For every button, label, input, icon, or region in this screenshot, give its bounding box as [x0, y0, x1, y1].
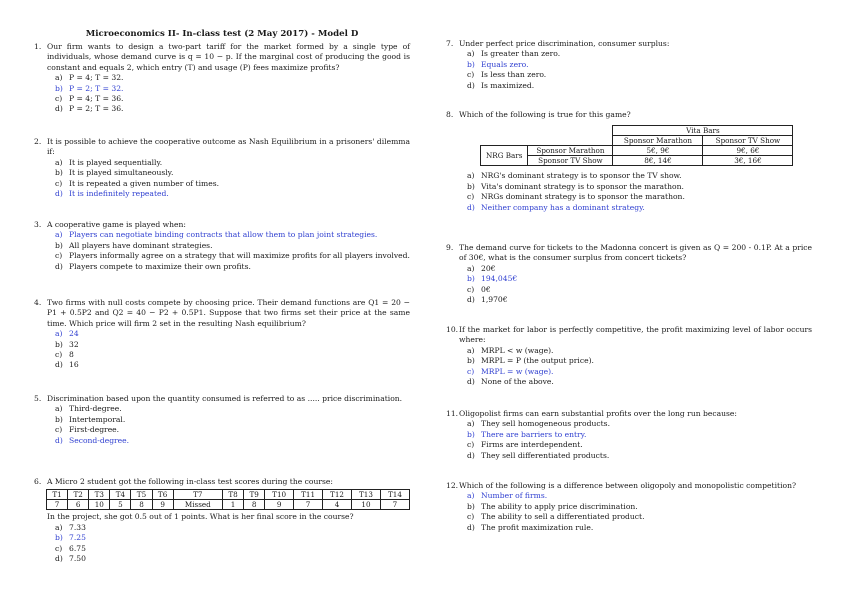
option-label: b)	[467, 501, 475, 511]
option-b	[467, 356, 812, 366]
question-text: The demand curve for tickets to the Madonna concert is given as Q = 200 - 0.1P. At a price of 30€, what is the consumer surplus from concert tickets?	[459, 243, 812, 263]
question-3	[34, 220, 410, 272]
option-text: 194,045€	[481, 274, 518, 284]
payoff-row	[481, 156, 793, 166]
option-d	[467, 451, 812, 461]
option-d	[55, 554, 410, 564]
option-label: a)	[467, 491, 475, 501]
option-b	[55, 340, 410, 350]
option-d-correct	[55, 436, 410, 446]
option-label: a)	[55, 73, 63, 83]
question-7	[446, 39, 812, 91]
option-label: b)	[55, 83, 63, 93]
option-d	[55, 104, 410, 114]
question-text: Discrimination based upon the quantity consumed is referred to as ..... price discrimination.	[47, 394, 403, 403]
question-1	[34, 42, 410, 115]
question-4	[34, 298, 410, 371]
option-text: The ability to sell a differentiated product.	[481, 512, 645, 522]
payoff-cell: 9€, 6€	[703, 146, 793, 156]
question-text: Our firm wants to design a two-part tariff for the market formed by a single type of individuals, whose demand curve is q = 10 − p. If the marginal cost of producing the good is constant and equals 2, which entry (T) and usage (P) fees maximize profits?	[47, 42, 410, 72]
payoff-header-row	[481, 126, 793, 136]
payoff-cell: 5€, 9€	[613, 146, 703, 156]
table-cell: T14	[380, 490, 409, 500]
option-c	[55, 350, 410, 360]
question-12	[446, 481, 812, 533]
question-11	[446, 409, 812, 461]
payoff-cell: 8€, 14€	[613, 156, 703, 166]
question-number: 10.	[446, 325, 459, 334]
option-label: d)	[467, 295, 475, 305]
table-cell: 7	[47, 500, 68, 510]
option-text: Players can negotiate binding contracts that allow them to plan joint strategies.	[69, 230, 378, 240]
option-d	[467, 295, 812, 305]
option-label: d)	[55, 554, 63, 564]
option-text: MRPL = w (wage).	[481, 366, 554, 376]
question-text: Two firms with null costs compete by choosing price. Their demand functions are Q1 = 20 − P1 + 0.5P2 and Q2 = 40 − P2 + 0.5P1. Suppose that two firms set their price at the same time. Which price will firm 2 set in the resulting Nash equilibrium?	[47, 298, 410, 328]
question-number: 6.	[34, 477, 42, 486]
question-text: A Micro 2 student got the following in-class test scores during the course:	[47, 477, 333, 486]
option-b-correct	[467, 274, 812, 284]
option-text: Players informally agree on a strategy that will maximize profits for all players involved.	[69, 251, 410, 261]
column-strategy: Sponsor Marathon	[613, 136, 703, 146]
table-cell: T6	[152, 490, 173, 500]
option-label: c)	[467, 440, 475, 450]
option-d	[55, 360, 410, 370]
question-followup: In the project, she got 0.5 out of 1 points. What is her final score in the course?	[47, 512, 354, 522]
page-title: Microeconomics II- In-class test (2 May 2017) - Model D	[85, 29, 359, 39]
option-a	[55, 158, 410, 168]
option-a	[55, 523, 410, 533]
option-text: It is repeated a given number of times.	[69, 178, 220, 188]
option-label: b)	[467, 59, 475, 69]
question-number: 5.	[34, 394, 42, 403]
option-label: c)	[467, 512, 475, 522]
option-text: 24	[69, 329, 79, 339]
row-player-label: NRG Bars	[481, 146, 528, 166]
option-text: Number of firms.	[481, 491, 548, 501]
option-text: NRGs dominant strategy is to sponsor the marathon.	[481, 192, 685, 202]
option-c	[55, 94, 410, 104]
option-label: d)	[55, 104, 63, 114]
option-a-correct	[467, 491, 812, 501]
option-text: Vita's dominant strategy is to sponsor the marathon.	[481, 181, 684, 191]
question-number: 7.	[446, 39, 454, 48]
empty-cell	[481, 136, 528, 146]
option-text: 7.50	[69, 554, 86, 564]
option-text: Is greater than zero.	[481, 49, 561, 59]
option-label: b)	[55, 168, 63, 178]
table-cell: 8	[131, 500, 152, 510]
question-number: 2.	[34, 137, 42, 146]
option-text: Firms are interdependent.	[481, 440, 583, 450]
option-text: The profit maximization rule.	[481, 522, 594, 532]
table-cell: T1	[47, 490, 68, 500]
row-strategy: Sponsor TV Show	[528, 156, 613, 166]
option-text: Intertemporal.	[69, 414, 126, 424]
option-b	[467, 502, 812, 512]
option-c-correct	[467, 367, 812, 377]
option-d	[467, 377, 812, 387]
table-cell: T4	[110, 490, 131, 500]
option-label: b)	[467, 429, 475, 439]
option-b-correct	[467, 430, 812, 440]
question-number: 11.	[446, 409, 459, 418]
option-text: MRPL = P (the output price).	[481, 356, 594, 366]
option-label: b)	[467, 274, 475, 284]
option-label: b)	[467, 181, 475, 191]
question-number: 12.	[446, 481, 459, 490]
option-d	[467, 81, 812, 91]
option-text: It is played sequentially.	[69, 157, 163, 167]
option-label: b)	[55, 414, 63, 424]
table-cell: T12	[323, 490, 352, 500]
option-text: Is less than zero.	[481, 70, 547, 80]
option-b	[55, 168, 410, 178]
option-label: d)	[55, 261, 63, 271]
option-d	[55, 262, 410, 272]
option-label: d)	[467, 377, 475, 387]
option-d-correct	[55, 189, 410, 199]
option-label: b)	[55, 240, 63, 250]
payoff-row	[481, 146, 793, 156]
option-a	[467, 171, 812, 181]
payoff-table	[480, 125, 793, 166]
option-text: 7.33	[69, 522, 86, 532]
question-number: 1.	[34, 42, 42, 51]
payoff-strategy-row	[481, 136, 793, 146]
option-label: a)	[55, 157, 63, 167]
option-label: c)	[55, 251, 63, 261]
option-text: 7.25	[69, 533, 86, 543]
option-text: P = 4; T = 32.	[69, 73, 124, 83]
empty-cell	[528, 136, 613, 146]
scores-value-row	[47, 500, 410, 510]
option-text: There are barriers to entry.	[481, 429, 587, 439]
option-label: c)	[467, 70, 475, 80]
question-9	[446, 243, 812, 305]
option-label: c)	[467, 192, 475, 202]
table-cell: 1	[222, 500, 243, 510]
option-b-correct	[55, 533, 410, 543]
option-b	[467, 182, 812, 192]
option-a	[467, 49, 812, 59]
option-text: First-degree.	[69, 425, 120, 435]
table-cell: 7	[380, 500, 409, 510]
option-text: It is played simultaneously.	[69, 168, 174, 178]
option-label: d)	[55, 189, 63, 199]
option-text: Is maximized.	[481, 80, 535, 90]
option-label: b)	[55, 533, 63, 543]
option-label: d)	[467, 80, 475, 90]
option-a-correct	[55, 230, 410, 240]
question-text: Which of the following is a difference between oligopoly and monopolistic competition?	[459, 481, 797, 490]
question-text: Which of the following is true for this game?	[459, 110, 631, 119]
question-number: 3.	[34, 220, 42, 229]
option-c	[55, 425, 410, 435]
option-text: 6.75	[69, 543, 86, 553]
option-label: c)	[467, 366, 475, 376]
option-c	[55, 544, 410, 554]
option-a	[467, 419, 812, 429]
table-cell: T11	[294, 490, 323, 500]
option-label: a)	[55, 404, 63, 414]
payoff-cell: 3€, 16€	[703, 156, 793, 166]
option-text: 0€	[481, 284, 491, 294]
option-label: d)	[55, 435, 63, 445]
table-cell: 10	[352, 500, 381, 510]
column-player-label: Vita Bars	[613, 126, 793, 136]
option-b-correct	[55, 84, 410, 94]
question-5	[34, 394, 410, 446]
option-text: Neither company has a dominant strategy.	[481, 202, 645, 212]
option-c	[467, 285, 812, 295]
option-text: MRPL < w (wage).	[481, 345, 554, 355]
option-label: a)	[467, 345, 475, 355]
question-2	[34, 137, 410, 199]
question-text: If the market for labor is perfectly competitive, the profit maximizing level of labor occurs where:	[459, 325, 812, 345]
option-label: b)	[55, 339, 63, 349]
option-text: 20€	[481, 263, 496, 273]
option-a	[467, 264, 812, 274]
option-text: 1,970€	[481, 295, 508, 305]
option-label: d)	[467, 202, 475, 212]
option-b-correct	[467, 60, 812, 70]
question-6	[34, 477, 410, 564]
option-a	[467, 346, 812, 356]
option-c	[55, 251, 410, 261]
option-label: a)	[467, 263, 475, 273]
option-text: 16	[69, 360, 79, 370]
question-10	[446, 325, 812, 387]
table-cell: 5	[110, 500, 131, 510]
table-cell: 10	[89, 500, 110, 510]
scores-table	[46, 489, 410, 510]
option-text: It is indefinitely repeated.	[69, 189, 169, 199]
table-cell: 6	[68, 500, 89, 510]
table-cell: T2	[68, 490, 89, 500]
table-cell: T7	[173, 490, 222, 500]
option-text: They sell differentiated products.	[481, 450, 610, 460]
empty-cell	[481, 126, 528, 136]
empty-cell	[528, 126, 613, 136]
question-number: 8.	[446, 110, 454, 119]
option-text: Equals zero.	[481, 59, 529, 69]
question-text: A cooperative game is played when:	[47, 220, 186, 229]
option-label: d)	[55, 360, 63, 370]
option-text: P = 2; T = 32.	[69, 83, 124, 93]
option-a	[55, 73, 410, 83]
option-text: 8	[69, 350, 74, 360]
table-cell: Missed	[173, 500, 222, 510]
table-cell: T13	[352, 490, 381, 500]
option-label: a)	[467, 171, 475, 181]
option-label: d)	[467, 522, 475, 532]
option-text: NRG's dominant strategy is to sponsor the TV show.	[481, 171, 682, 181]
table-cell: 7	[294, 500, 323, 510]
option-b	[55, 415, 410, 425]
table-cell: T8	[222, 490, 243, 500]
option-c	[467, 440, 812, 450]
table-cell: 9	[152, 500, 173, 510]
option-label: a)	[467, 419, 475, 429]
option-c	[55, 179, 410, 189]
option-text: Players compete to maximize their own profits.	[69, 261, 251, 271]
option-text: 32	[69, 339, 79, 349]
option-text: All players have dominant strategies.	[69, 240, 213, 250]
option-text: None of the above.	[481, 377, 554, 387]
question-number: 9.	[446, 243, 454, 252]
question-text: Oligopolist firms can earn substantial profits over the long run because:	[459, 409, 737, 418]
option-label: a)	[55, 329, 63, 339]
table-cell: 9	[265, 500, 294, 510]
option-text: The ability to apply price discrimination.	[481, 501, 638, 511]
row-strategy: Sponsor Marathon	[528, 146, 613, 156]
option-d	[467, 523, 812, 533]
option-label: a)	[55, 230, 63, 240]
option-label: c)	[467, 284, 475, 294]
table-cell: T5	[131, 490, 152, 500]
option-text: They sell homogeneous products.	[481, 419, 610, 429]
option-label: c)	[55, 94, 63, 104]
option-label: b)	[467, 356, 475, 366]
option-b	[55, 241, 410, 251]
option-a	[55, 404, 410, 414]
question-text: It is possible to achieve the cooperative outcome as Nash Equilibrium in a prisoners' dilemma if:	[47, 137, 410, 157]
table-cell: 8	[244, 500, 265, 510]
option-label: c)	[55, 178, 63, 188]
option-label: a)	[55, 522, 63, 532]
option-text: P = 4; T = 36.	[69, 94, 124, 104]
option-d-correct	[467, 203, 812, 213]
option-text: Third-degree.	[69, 404, 122, 414]
option-label: c)	[55, 350, 63, 360]
table-cell: 4	[323, 500, 352, 510]
question-text: Under perfect price discrimination, consumer surplus:	[459, 39, 670, 48]
option-label: a)	[467, 49, 475, 59]
column-strategy: Sponsor TV Show	[703, 136, 793, 146]
option-text: Second-degree.	[69, 435, 130, 445]
option-c	[467, 192, 812, 202]
option-c	[467, 70, 812, 80]
table-cell: T10	[265, 490, 294, 500]
option-c	[467, 512, 812, 522]
scores-header-row	[47, 490, 410, 500]
table-cell: T9	[244, 490, 265, 500]
option-a-correct	[55, 329, 410, 339]
option-label: c)	[55, 543, 63, 553]
question-number: 4.	[34, 298, 42, 307]
option-label: c)	[55, 425, 63, 435]
option-text: P = 2; T = 36.	[69, 104, 124, 114]
table-cell: T3	[89, 490, 110, 500]
option-label: d)	[467, 450, 475, 460]
question-8	[446, 110, 812, 213]
